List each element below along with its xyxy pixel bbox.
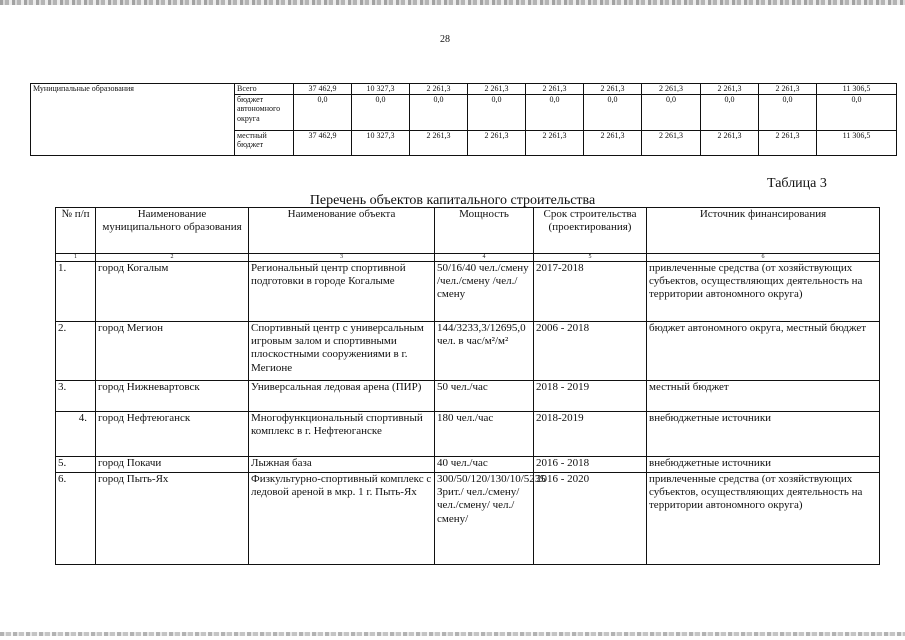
column-index: 1 — [56, 254, 96, 262]
page-number: 28 — [440, 34, 450, 45]
row-municipality: город Мегион — [96, 322, 249, 381]
table-row — [56, 381, 880, 412]
table-row — [56, 473, 880, 565]
row-capacity: 40 чел./час — [435, 457, 534, 473]
budget-value: 11 306,5 — [817, 130, 897, 155]
budget-value: 0,0 — [584, 94, 642, 130]
budget-value: 0,0 — [817, 94, 897, 130]
header-object: Наименование объекта — [249, 208, 435, 254]
row-municipality: город Когалым — [96, 262, 249, 322]
budget-type: местный бюджет — [235, 130, 294, 155]
row-term: 2016 - 2020 — [534, 473, 647, 565]
budget-value: 0,0 — [410, 94, 468, 130]
budget-value: 37 462,9 — [294, 130, 352, 155]
table-title: Перечень объектов капитального строительства — [309, 193, 596, 208]
row-num: 2. — [56, 322, 96, 381]
row-num: 6. — [56, 473, 96, 565]
row-term: 2016 - 2018 — [534, 457, 647, 473]
row-object: Физкультурно-спортивный комплекс с ледовой ареной в мкр. 1 г. Пыть-Ях — [249, 473, 435, 565]
budget-value: 2 261,3 — [642, 130, 701, 155]
row-source: привлеченные средства (от хозяйствующих субъектов, осуществляющих деятельность на территории автономного округа) — [647, 262, 880, 322]
row-municipality: город Нижневартовск — [96, 381, 249, 412]
row-num: 3. — [56, 381, 96, 412]
budget-value: 2 261,3 — [410, 84, 468, 95]
budget-row-total — [31, 84, 897, 95]
budget-value: 0,0 — [352, 94, 410, 130]
budget-value: 0,0 — [701, 94, 759, 130]
row-term: 2006 - 2018 — [534, 322, 647, 381]
budget-value: 2 261,3 — [642, 84, 701, 95]
row-object: Лыжная база — [249, 457, 435, 473]
header-source: Источник финансирования — [647, 208, 880, 254]
budget-value: 2 261,3 — [584, 84, 642, 95]
budget-value: 0,0 — [526, 94, 584, 130]
row-source: местный бюджет — [647, 381, 880, 412]
budget-value: 0,0 — [468, 94, 526, 130]
header-capacity: Мощность — [435, 208, 534, 254]
row-object: Универсальная ледовая арена (ПИР) — [249, 381, 435, 412]
budget-value: 0,0 — [294, 94, 352, 130]
row-capacity: 300/50/120/130/10/5235 Зрит./ чел./смену/ чел./смену/ чел./смену/ — [435, 473, 534, 565]
row-num: 4. — [56, 412, 96, 457]
budget-table — [30, 83, 897, 156]
column-index: 6 — [647, 254, 880, 262]
row-num: 1. — [56, 262, 96, 322]
scan-edge-bottom — [0, 632, 905, 636]
header-num: № п/п — [56, 208, 96, 254]
column-index: 4 — [435, 254, 534, 262]
row-capacity: 144/3233,3/12695,0 чел. в час/м²/м² — [435, 322, 534, 381]
row-capacity: 50 чел./час — [435, 381, 534, 412]
header-municipality: Наименование муниципального образования — [96, 208, 249, 254]
row-term: 2018 - 2019 — [534, 381, 647, 412]
table-header-row — [56, 208, 880, 254]
budget-value: 11 306,5 — [817, 84, 897, 95]
column-index-row — [56, 254, 880, 262]
budget-value: 2 261,3 — [468, 84, 526, 95]
table-row — [56, 262, 880, 322]
budget-row-label: Муниципальные образования — [31, 84, 235, 156]
budget-value: 0,0 — [759, 94, 817, 130]
budget-value: 2 261,3 — [584, 130, 642, 155]
budget-value: 2 261,3 — [526, 84, 584, 95]
scan-edge-top — [0, 0, 905, 5]
column-index: 5 — [534, 254, 647, 262]
budget-type: Всего — [235, 84, 294, 95]
row-term: 2017-2018 — [534, 262, 647, 322]
row-term: 2018-2019 — [534, 412, 647, 457]
capital-construction-table — [55, 207, 880, 565]
row-source: привлеченные средства (от хозяйствующих субъектов, осуществляющих деятельность на территории автономного округа) — [647, 473, 880, 565]
row-object: Спортивный центр с универсальным игровым залом и спортивными плоскостными сооружениями в г. Мегионе — [249, 322, 435, 381]
row-municipality: город Нефтеюганск — [96, 412, 249, 457]
column-index: 3 — [249, 254, 435, 262]
budget-value: 2 261,3 — [759, 84, 817, 95]
budget-value: 2 261,3 — [759, 130, 817, 155]
budget-value: 10 327,3 — [352, 84, 410, 95]
row-source: внебюджетные источники — [647, 457, 880, 473]
budget-value: 10 327,3 — [352, 130, 410, 155]
row-capacity: 50/16/40 чел./смену /чел./смену /чел./смену — [435, 262, 534, 322]
budget-value: 2 261,3 — [410, 130, 468, 155]
row-municipality: город Пыть-Ях — [96, 473, 249, 565]
budget-value: 37 462,9 — [294, 84, 352, 95]
table-row — [56, 322, 880, 381]
budget-type: бюджет автономного округа — [235, 94, 294, 130]
row-capacity: 180 чел./час — [435, 412, 534, 457]
budget-value: 2 261,3 — [701, 84, 759, 95]
row-municipality: город Покачи — [96, 457, 249, 473]
budget-value: 0,0 — [642, 94, 701, 130]
table-number-label: Таблица 3 — [767, 176, 827, 191]
budget-value: 2 261,3 — [701, 130, 759, 155]
row-object: Многофункциональный спортивный комплекс в г. Нефтеюганске — [249, 412, 435, 457]
budget-value: 2 261,3 — [468, 130, 526, 155]
budget-value: 2 261,3 — [526, 130, 584, 155]
table-row — [56, 412, 880, 457]
row-source: бюджет автономного округа, местный бюджет — [647, 322, 880, 381]
row-source: внебюджетные источники — [647, 412, 880, 457]
row-num: 5. — [56, 457, 96, 473]
table-row — [56, 457, 880, 473]
header-term: Срок строительства (проектирования) — [534, 208, 647, 254]
row-object: Региональный центр спортивной подготовки в городе Когалыме — [249, 262, 435, 322]
column-index: 2 — [96, 254, 249, 262]
